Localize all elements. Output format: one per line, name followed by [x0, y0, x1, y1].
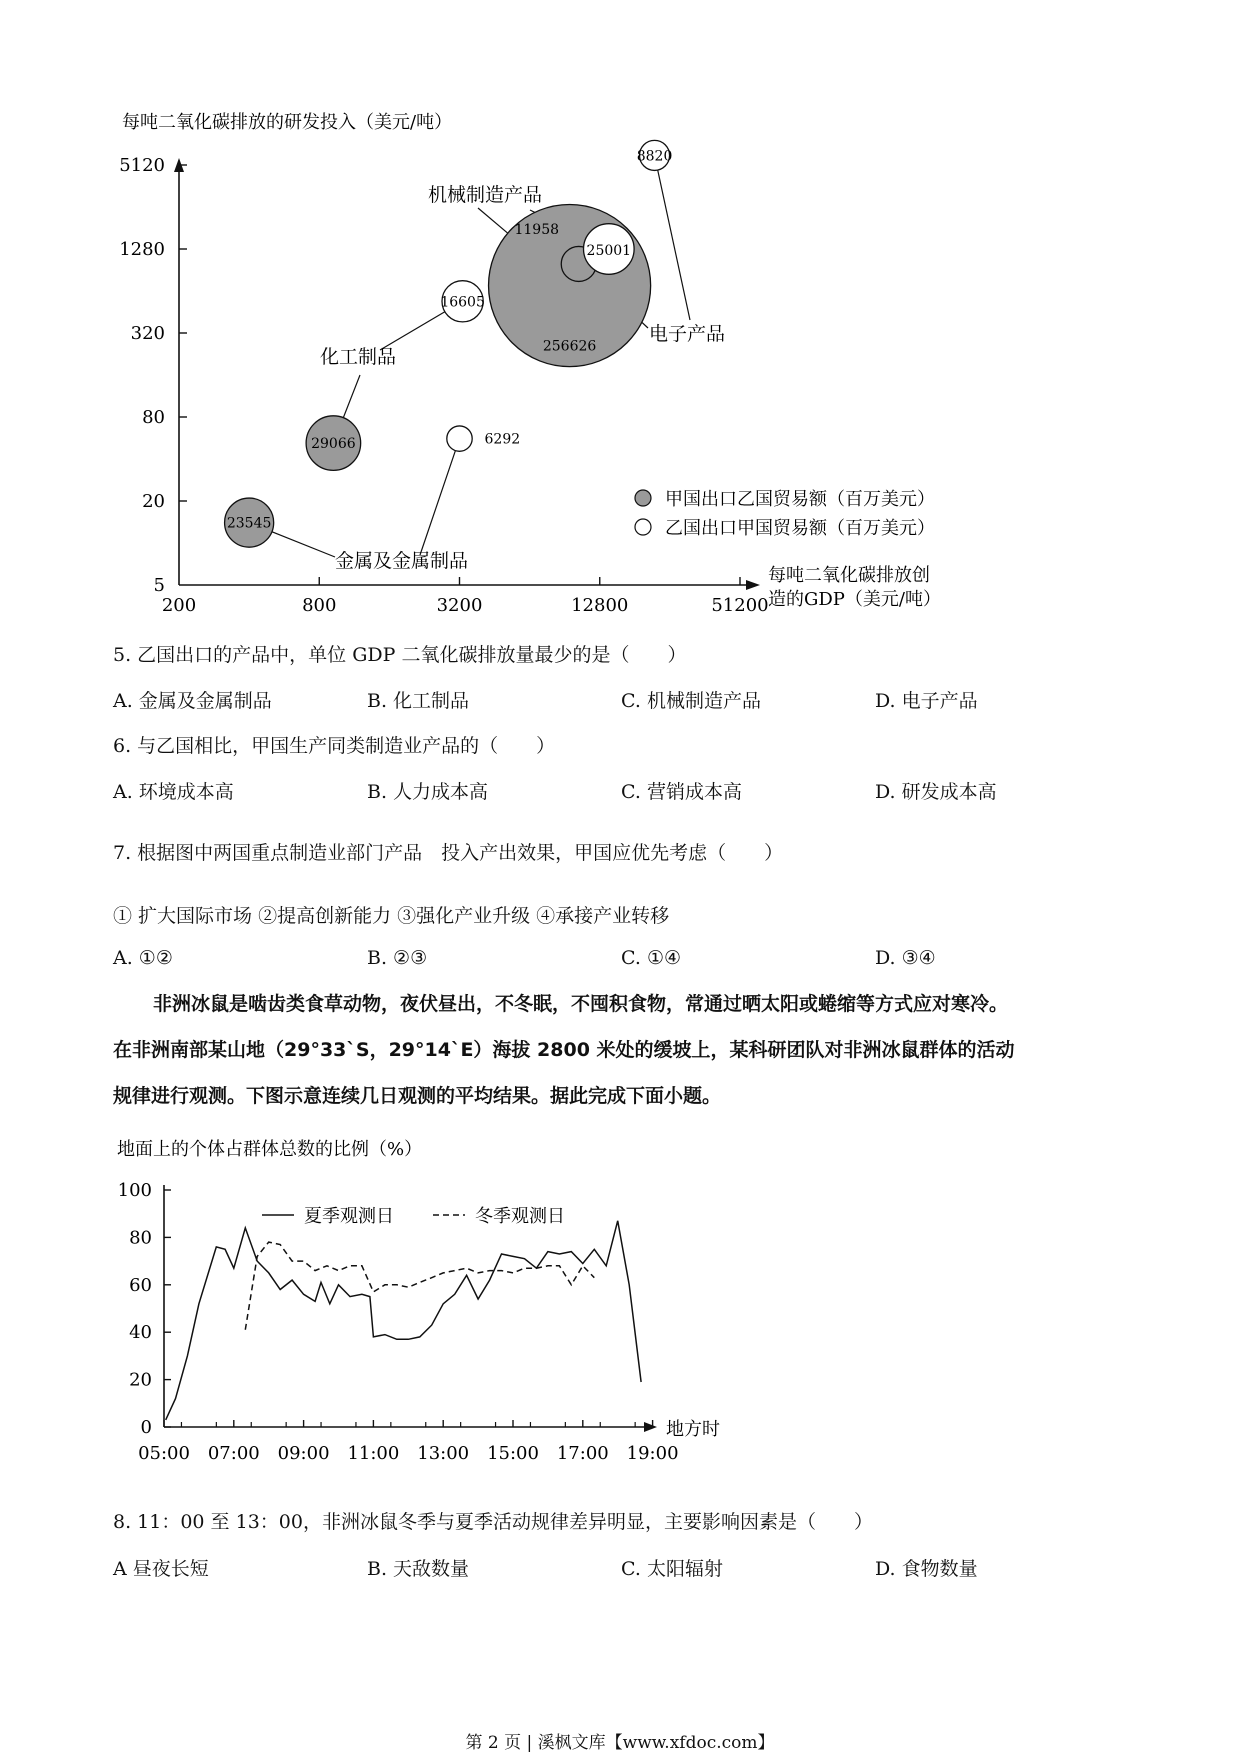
q6-option-b[interactable]: B. 人力成本高 — [367, 781, 489, 803]
label-machinery: 机械制造产品 — [428, 184, 543, 206]
y-tick-label: 20 — [142, 491, 165, 512]
bubble-value-label: 11958 — [514, 221, 560, 238]
x-tick-label: 800 — [302, 595, 337, 616]
line-chart-x-label: 地方时 — [666, 1419, 720, 1440]
question-8: 8. 11：00 至 13：00，非洲冰鼠冬季与夏季活动规律差异明显，主要影响因素是（ ） — [113, 1511, 873, 1533]
leader-line — [655, 155, 690, 320]
y-tick-label: 40 — [129, 1322, 152, 1344]
x-tick-label: 13:00 — [417, 1443, 470, 1464]
legend-filled-marker — [635, 490, 651, 506]
y-tick-label: 100 — [117, 1180, 152, 1201]
label-metals: 金属及金属制品 — [335, 550, 469, 572]
y-axis-label: 每吨二氧化碳排放的研发投入（美元/吨） — [122, 112, 453, 133]
question-7: 7. 根据图中两国重点制造业部门产品 投入产出效果，甲国应优先考虑（ ） — [113, 842, 784, 864]
q7-option-a[interactable]: A. ①② — [113, 947, 173, 969]
q8-option-b[interactable]: B. 天敌数量 — [367, 1558, 470, 1580]
q6-option-a[interactable]: A. 环境成本高 — [113, 781, 234, 803]
x-axis-label-line1: 每吨二氧化碳排放创 — [768, 565, 930, 586]
x-tick-label: 11:00 — [347, 1443, 400, 1464]
legend-open-label: 乙国出口甲国贸易额（百万美元） — [665, 518, 935, 539]
passage-line-3: 规律进行观测。下图示意连续几日观测的平均结果。据此完成下面小题。 — [113, 1085, 722, 1107]
y-tick-label: 0 — [140, 1417, 152, 1438]
q6-option-c[interactable]: C. 营销成本高 — [621, 781, 742, 803]
q7-statements: ① 扩大国际市场 ②提高创新能力 ③强化产业升级 ④承接产业转移 — [113, 905, 670, 927]
bubble-value-label: 29066 — [311, 436, 356, 453]
q8-option-d[interactable]: D. 食物数量 — [875, 1558, 978, 1580]
y-tick-label: 320 — [130, 323, 165, 344]
y-tick-label: 60 — [129, 1274, 152, 1296]
x-axis-label-line2: 造的GDP（美元/吨） — [768, 589, 941, 610]
y-tick-label: 80 — [142, 407, 165, 428]
bubble-value-label: 8820 — [636, 148, 673, 165]
q8-option-c[interactable]: C. 太阳辐射 — [621, 1558, 723, 1580]
x-tick-label: 09:00 — [277, 1443, 330, 1464]
line-chart — [0, 1130, 1240, 1470]
passage-line-1: 非洲冰鼠是啮齿类食草动物，夜伏昼出，不冬眠，不囤积食物，常通过晒太阳或蜷缩等方式应对寒冷。 — [153, 993, 1009, 1015]
bubble-chart — [0, 0, 1240, 630]
x-tick-label: 19:00 — [626, 1443, 679, 1464]
q7-option-d[interactable]: D. ③④ — [875, 947, 936, 969]
bubble-value-label: 25001 — [586, 243, 632, 259]
y-tick-label: 80 — [129, 1227, 152, 1249]
x-tick-label: 15:00 — [487, 1443, 539, 1464]
y-tick-label: 1280 — [119, 239, 165, 260]
y-tick-label: 5 — [153, 575, 165, 596]
q5-option-b[interactable]: B. 化工制品 — [367, 690, 470, 712]
y-tick-label: 5120 — [119, 155, 165, 176]
y-tick-label: 20 — [129, 1369, 152, 1391]
bubble-value-label: 16605 — [440, 294, 485, 311]
line-chart-y-label: 地面上的个体占群体总数的比例（%） — [117, 1139, 423, 1160]
passage — [113, 981, 1133, 1119]
bubble-value-label: 23545 — [226, 515, 272, 532]
bubble-value-label: 256626 — [542, 338, 597, 355]
x-tick-label: 07:00 — [207, 1443, 260, 1464]
x-tick-label: 51200 — [711, 595, 769, 616]
x-axis-arrow — [746, 580, 760, 590]
line-chart-x-arrow — [644, 1422, 657, 1432]
q5-option-a[interactable]: A. 金属及金属制品 — [113, 690, 272, 712]
leader-line — [420, 439, 460, 555]
x-tick-label: 05:00 — [138, 1443, 190, 1464]
question-5: 5. 乙国出口的产品中，单位 GDP 二氧化碳排放量最少的是（ ） — [113, 644, 687, 666]
legend-open-marker — [635, 519, 651, 535]
q5-option-d[interactable]: D. 电子产品 — [875, 690, 978, 712]
passage-line-2: 在非洲南部某山地（29°33`S，29°14`E）海拔 2800 米处的缓坡上，某科研团队对非洲冰鼠群体的活动 — [113, 1039, 1015, 1061]
x-tick-label: 200 — [161, 595, 197, 616]
x-tick-label: 17:00 — [556, 1443, 609, 1464]
bubble-open — [447, 426, 472, 451]
bubble-value-label: 6292 — [484, 431, 521, 448]
series-line-summer — [166, 1221, 641, 1420]
question-6: 6. 与乙国相比，甲国生产同类制造业产品的（ ） — [113, 735, 556, 757]
page-footer: 第 2 页 | 溪枫文库【www.xfdoc.com】 — [465, 1733, 775, 1753]
x-tick-label: 12800 — [571, 595, 629, 616]
q7-option-b[interactable]: B. ②③ — [367, 947, 428, 969]
x-tick-label: 3200 — [436, 595, 483, 616]
legend-filled-label: 甲国出口乙国贸易额（百万美元） — [665, 489, 935, 510]
q5-option-c[interactable]: C. 机械制造产品 — [621, 690, 761, 712]
q7-option-c[interactable]: C. ①④ — [621, 947, 682, 969]
label-chemicals: 化工制品 — [320, 346, 397, 368]
legend-winter-label: 冬季观测日 — [475, 1206, 565, 1227]
q6-option-d[interactable]: D. 研发成本高 — [875, 781, 997, 803]
q8-option-a[interactable]: A 昼夜长短 — [113, 1558, 209, 1580]
label-electronics: 电子产品 — [649, 323, 726, 345]
legend-summer-label: 夏季观测日 — [304, 1206, 394, 1227]
